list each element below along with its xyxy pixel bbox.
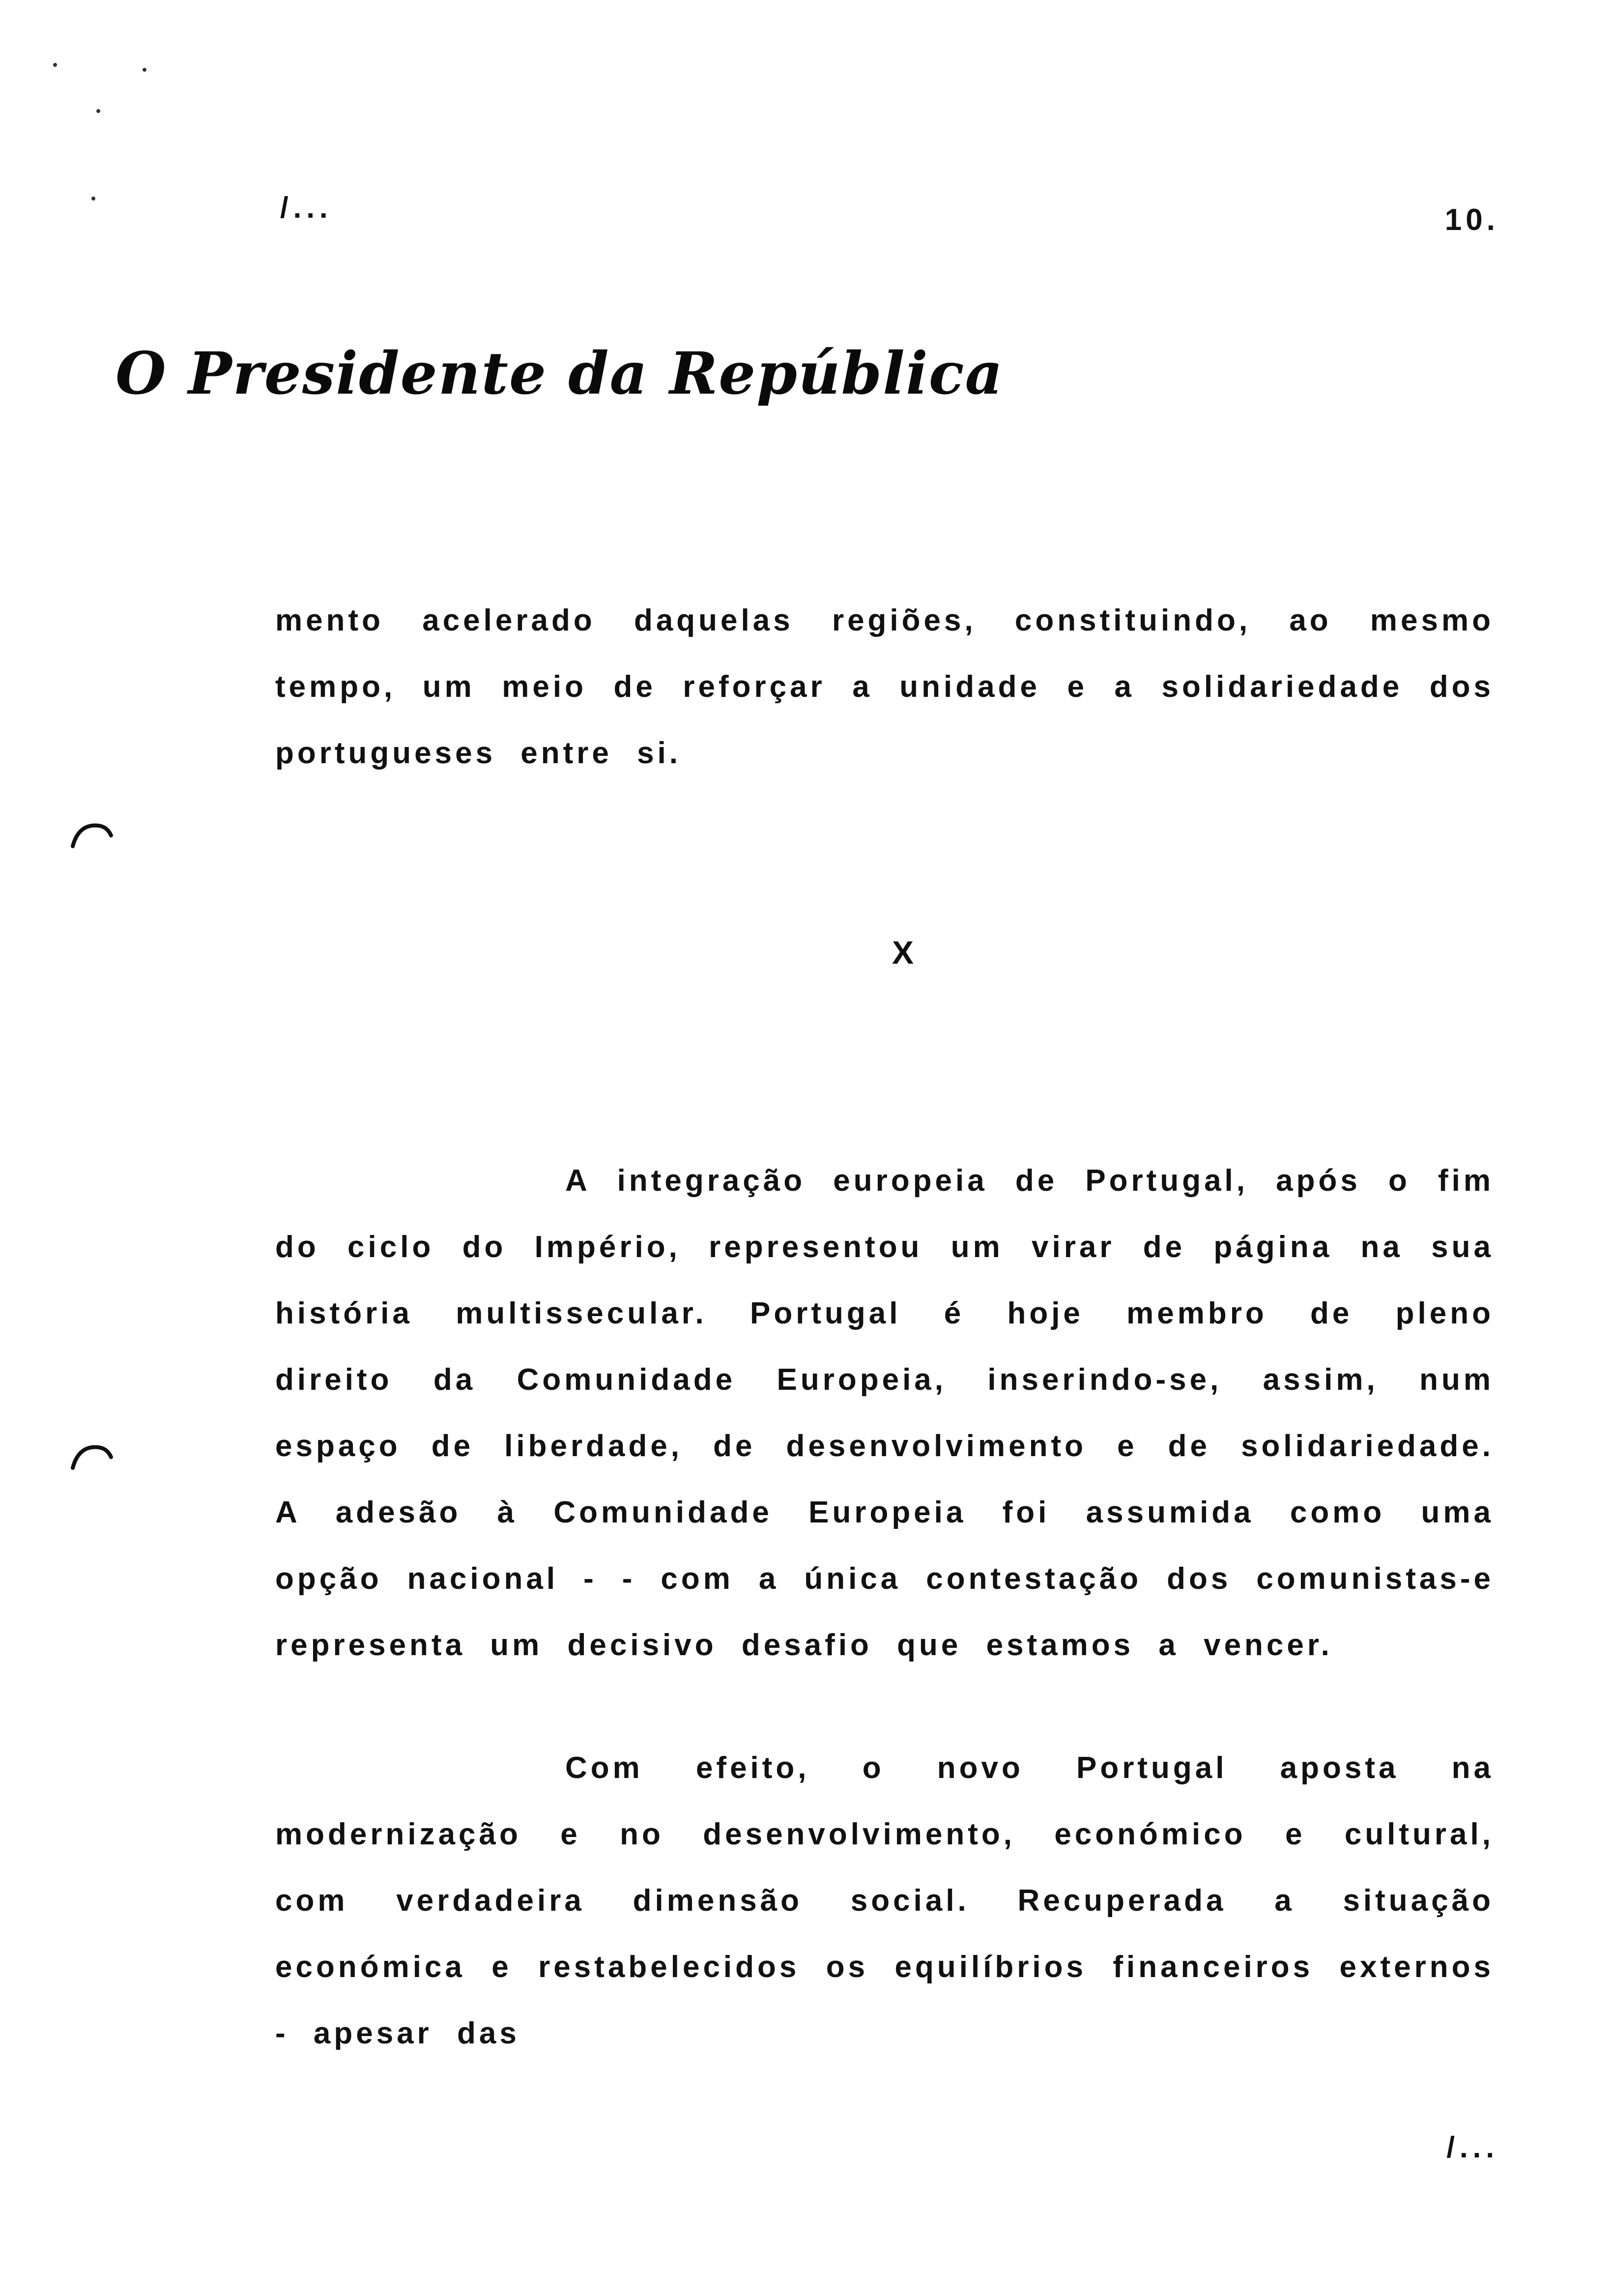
punch-hole-icon bbox=[69, 821, 113, 850]
paragraph-continuation bbox=[275, 587, 1494, 786]
paragraph-text: A integração europeia de Portugal, após o fim do ciclo do Império, representou um virar de página na sua história multissecular. Portugal é hoje membro de pleno direito da Comunidade Europeia, inserindo-se, assim, num espaço de liberdade, de desenvolvimento e de solidariedade. A adesão à Comunidade Europeia foi assumida como uma opção nacional - - com a única contestação dos comunistas-e representa um decisivo desafio que estamos a vencer. bbox=[275, 1164, 1494, 1662]
punch-hole-icon bbox=[69, 1442, 113, 1472]
paragraph-modernization bbox=[275, 1735, 1494, 2066]
paragraph-text: mento acelerado daquelas regiões, constituindo, ao mesmo tempo, um meio de reforçar a unidade e a solidariedade dos portugueses entre si. bbox=[275, 603, 1494, 770]
scan-speck bbox=[91, 197, 95, 201]
scan-speck bbox=[53, 63, 57, 67]
section-separator: X bbox=[892, 934, 914, 971]
scan-speck bbox=[96, 109, 100, 113]
paragraph-text: Com efeito, o novo Portugal aposta na modernização e no desenvolvimento, económico e cultural, com verdadeira dimensão social. Recuperada a situação económica e restabelecidos os equilíbrios financeiros externos - apesar das bbox=[275, 1751, 1494, 2050]
letterhead-title: O Presidente da República bbox=[115, 339, 1004, 407]
continuation-marker-bottom: /... bbox=[1446, 2131, 1499, 2164]
continuation-marker-top: /... bbox=[280, 191, 333, 224]
scan-speck bbox=[143, 68, 146, 72]
page-number: 10. bbox=[1444, 203, 1499, 237]
paragraph-european-integration bbox=[275, 1148, 1494, 1678]
